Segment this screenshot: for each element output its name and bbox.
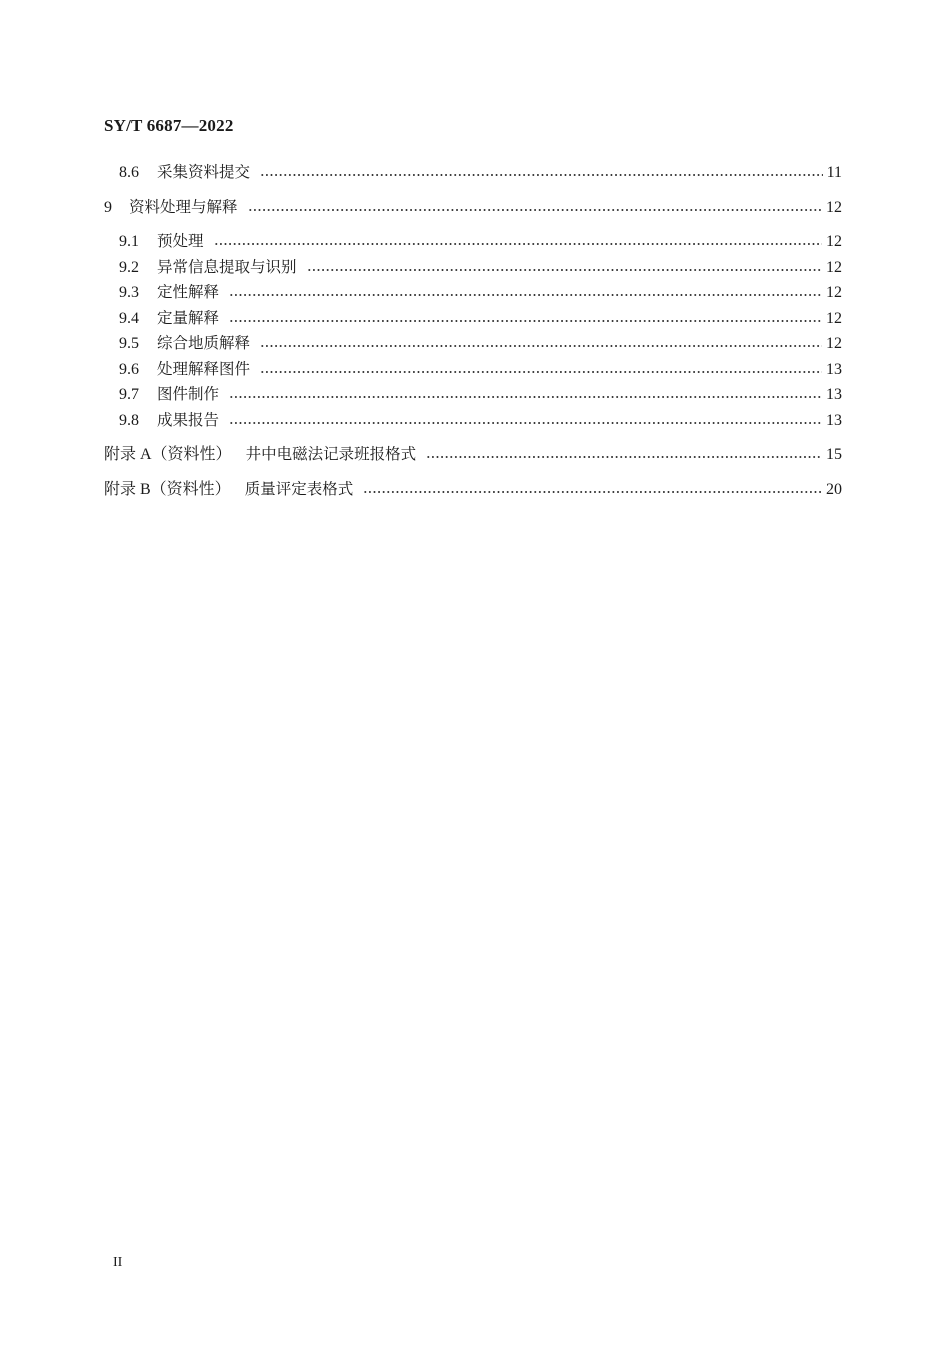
toc-dot-leader bbox=[260, 174, 823, 176]
toc-dot-leader bbox=[260, 345, 822, 347]
toc-entry-number: 附录 B（资料性） bbox=[104, 481, 231, 498]
toc-entry[interactable] bbox=[104, 196, 842, 218]
toc-entry-appendix[interactable] bbox=[104, 478, 842, 500]
document-code: SY/T 6687—2022 bbox=[104, 116, 234, 135]
toc-entry[interactable] bbox=[119, 161, 842, 183]
toc-dot-leader bbox=[229, 294, 822, 296]
toc-entry-page: 12 bbox=[826, 259, 842, 276]
toc-dot-leader bbox=[260, 371, 822, 373]
toc-entry-title: 质量评定表格式 bbox=[244, 480, 354, 498]
page-number: II bbox=[113, 1255, 123, 1270]
toc-entry-page: 13 bbox=[826, 386, 842, 403]
toc-dot-leader bbox=[248, 209, 822, 211]
toc-entry-page: 13 bbox=[826, 412, 842, 429]
toc-entry[interactable] bbox=[119, 256, 842, 278]
toc-entry[interactable] bbox=[119, 230, 842, 252]
toc-entry-title: 井中电磁法记录班报格式 bbox=[245, 445, 417, 463]
toc-entry-title: 综合地质解释 bbox=[157, 334, 251, 352]
toc-entry-number: 9.6 bbox=[119, 361, 139, 378]
toc-dot-leader bbox=[229, 396, 822, 398]
toc-entry-page: 12 bbox=[826, 335, 842, 352]
toc-dot-leader bbox=[426, 456, 822, 458]
toc-entry-title: 定性解释 bbox=[157, 283, 220, 301]
toc-entry-number: 附录 A（资料性） bbox=[104, 446, 232, 463]
toc-entry-page: 12 bbox=[826, 199, 842, 216]
toc-entry-number: 9.7 bbox=[119, 386, 139, 403]
toc-entry-page: 11 bbox=[826, 164, 842, 181]
toc-entry-number: 9.5 bbox=[119, 335, 139, 352]
toc-entry[interactable] bbox=[119, 332, 842, 354]
toc-dot-leader bbox=[307, 269, 822, 271]
toc-entry[interactable] bbox=[119, 383, 842, 405]
toc-entry-page: 20 bbox=[826, 481, 842, 498]
toc-entry-number: 9 bbox=[104, 199, 112, 216]
toc-entry-page: 12 bbox=[826, 310, 842, 327]
toc-entry-page: 13 bbox=[826, 361, 842, 378]
toc-entry-number: 9.4 bbox=[119, 310, 139, 327]
toc-entry-title: 资料处理与解释 bbox=[129, 198, 238, 216]
toc-entry-title: 成果报告 bbox=[157, 411, 220, 429]
toc-entry[interactable] bbox=[119, 281, 842, 303]
toc-entry-page: 15 bbox=[826, 446, 842, 463]
toc-entry-appendix[interactable] bbox=[104, 443, 842, 465]
toc-entry-number: 9.3 bbox=[119, 284, 139, 301]
toc-entry-title: 预处理 bbox=[157, 232, 204, 250]
toc-dot-leader bbox=[214, 243, 822, 245]
toc-entry-number: 9.1 bbox=[119, 233, 139, 250]
toc-entry-page: 12 bbox=[826, 284, 842, 301]
toc-entry-page: 12 bbox=[826, 233, 842, 250]
toc-entry-title: 图件制作 bbox=[157, 385, 220, 403]
toc-entry[interactable] bbox=[119, 307, 842, 329]
toc-entry-number: 8.6 bbox=[119, 164, 139, 181]
toc-entry[interactable] bbox=[119, 409, 842, 431]
toc-entry[interactable] bbox=[119, 358, 842, 380]
toc-entry-number: 9.2 bbox=[119, 259, 139, 276]
toc-dot-leader bbox=[229, 422, 822, 424]
toc-dot-leader bbox=[363, 491, 822, 493]
toc-entry-title: 定量解释 bbox=[157, 309, 220, 327]
toc-entry-title: 采集资料提交 bbox=[157, 163, 251, 181]
toc-dot-leader bbox=[229, 320, 822, 322]
toc-entry-title: 处理解释图件 bbox=[157, 360, 251, 378]
toc-entry-title: 异常信息提取与识别 bbox=[157, 258, 297, 276]
toc-entry-number: 9.8 bbox=[119, 412, 139, 429]
